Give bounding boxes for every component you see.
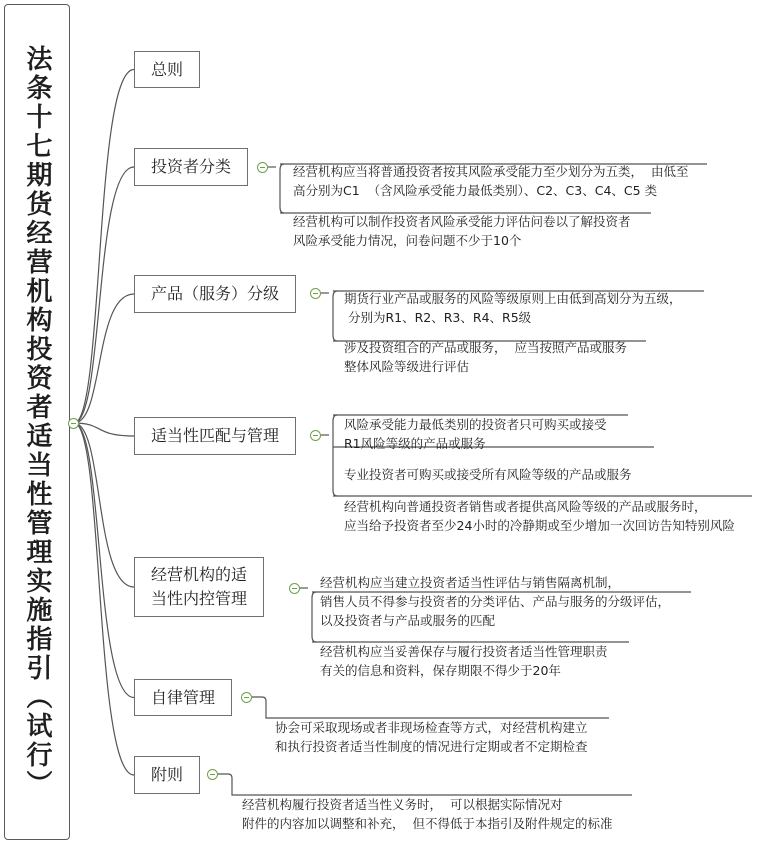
root-topic[interactable] bbox=[4, 4, 70, 840]
leaf-appendix-1: 经营机构履行投资者适当性义务时， 可以根据实际情况对 附件的内容加以调整和补充， 但不得低于本指引及附件规定的标准 bbox=[242, 797, 613, 831]
leaf-suitability-matching-1: 风险承受能力最低类别的投资者只可购买或接受 R1风险等级的产品或服务 bbox=[344, 417, 607, 451]
leaf-bracket-connector bbox=[312, 592, 316, 642]
leaf-internal-control-1: 经营机构应当建立投资者适当性评估与销售隔离机制， 销售人员不得参与投资者的分类评估、产品与服务的分级评估， 以及投资者与产品或服务的匹配 bbox=[320, 575, 671, 628]
topic-general[interactable] bbox=[134, 51, 200, 88]
leaf-product-grading-1: 期货行业产品或服务的风险等级原则上由低到高划分为五级， 分别为R1、R2、R3、R4、R5级 bbox=[344, 291, 682, 325]
self-regulation-collapse-toggle-icon[interactable] bbox=[241, 692, 252, 703]
root-to-topic-connector bbox=[74, 423, 134, 698]
root-title: 法条十七期货经营机构投资者适当性管理实施指引（试行） bbox=[22, 45, 52, 799]
topic-investor-classification-label: 投资者分类 bbox=[151, 157, 232, 176]
leaf-internal-control-2: 经营机构应当妥善保存与履行投资者适当性管理职责 有关的信息和资料，保存期限不得少于20年 bbox=[320, 644, 608, 678]
leaf-investor-classification-1: 经营机构应当将普通投资者按其风险承受能力至少划分为五类， 由低至 高分别为C1 （含风险承受能力最低类别）、C2、C3、C4、C5 类 bbox=[293, 164, 689, 198]
leaf-bracket-connector bbox=[280, 164, 284, 213]
topic-appendix-label: 附则 bbox=[151, 765, 184, 784]
topic-self-regulation-label: 自律管理 bbox=[151, 687, 216, 707]
leaf-bracket-connector bbox=[333, 415, 337, 496]
investor-classification-collapse-toggle-icon[interactable] bbox=[257, 162, 268, 173]
root-to-topic-connector bbox=[74, 70, 134, 424]
topic-internal-control-label: 经营机构的适 当性内控管理 bbox=[151, 565, 248, 608]
root-to-topic-connector bbox=[74, 294, 134, 423]
leaf-self-regulation-1: 协会可采取现场或者非现场检查等方式，对经营机构建立 和执行投资者适当性制度的情况进行定期或者不定期检查 bbox=[275, 720, 588, 754]
internal-control-collapse-toggle-icon[interactable] bbox=[289, 583, 300, 594]
topic-investor-classification[interactable] bbox=[134, 148, 248, 186]
product-grading-collapse-toggle-icon[interactable] bbox=[310, 288, 321, 299]
root-collapse-toggle-icon[interactable] bbox=[68, 418, 79, 429]
leaf-suitability-matching-2: 专业投资者可购买或接受所有风险等级的产品或服务 bbox=[344, 467, 632, 482]
topic-self-regulation[interactable] bbox=[134, 679, 232, 716]
topic-general-label: 总则 bbox=[151, 59, 184, 79]
topic-product-grading[interactable] bbox=[134, 275, 296, 313]
topic-suitability-matching-label: 适当性匹配与管理 bbox=[151, 426, 280, 445]
topic-internal-control[interactable] bbox=[134, 557, 264, 617]
suitability-matching-collapse-toggle-icon[interactable] bbox=[310, 430, 321, 441]
topic-suitability-matching[interactable] bbox=[134, 417, 296, 455]
leaf-bracket-connector bbox=[333, 291, 337, 341]
leaf-suitability-matching-3: 经营机构向普通投资者销售或者提供高风险等级的产品或服务时， 应当给予投资者至少24小时的冷静期或至少增加一次回访告知特别风险 bbox=[344, 499, 735, 533]
appendix-collapse-toggle-icon[interactable] bbox=[207, 769, 218, 780]
topic-product-grading-label: 产品（服务）分级 bbox=[151, 284, 280, 303]
root-to-topic-connector bbox=[74, 423, 134, 587]
leaf-product-grading-2: 涉及投资组合的产品或服务， 应当按照产品或服务 整体风险等级进行评估 bbox=[344, 340, 627, 374]
leaf-investor-classification-2: 经营机构可以制作投资者风险承受能力评估问卷以了解投资者 风险承受能力情况，问卷问题不少于10个 bbox=[293, 214, 631, 248]
topic-appendix[interactable] bbox=[134, 756, 200, 794]
